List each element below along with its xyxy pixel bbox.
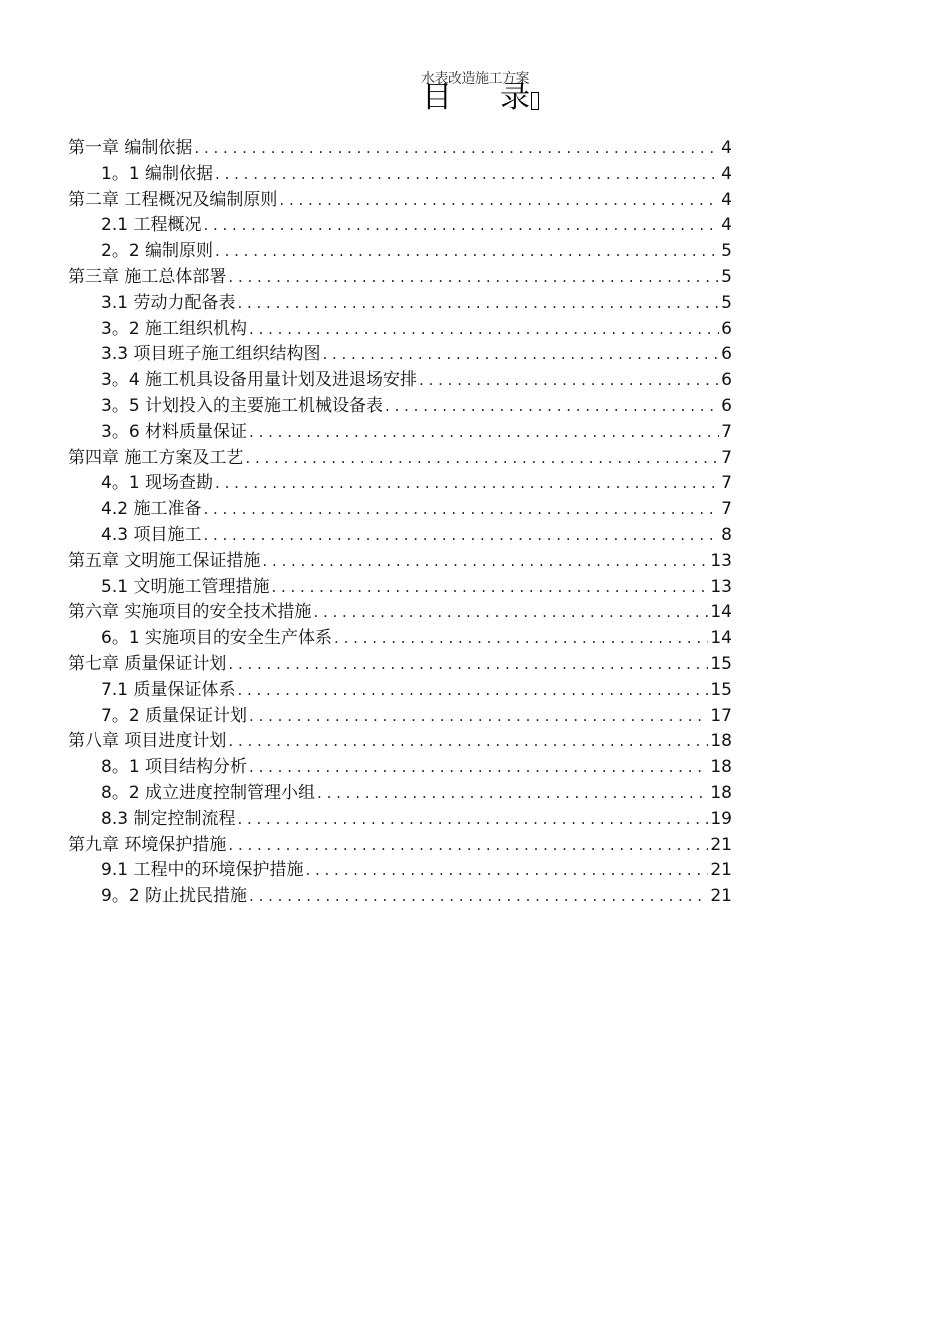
toc-leader-dots (228, 729, 708, 755)
toc-entry-section[interactable] (68, 807, 732, 833)
toc-entry-page-number: 7 (719, 497, 732, 523)
toc-entry-page-number: 5 (719, 265, 732, 291)
toc-entry-label: 第六章 实施项目的安全技术措施 (68, 600, 313, 626)
toc-entry-label: 第七章 质量保证计划 (68, 652, 228, 678)
toc-entry-page-number: 18 (708, 729, 732, 755)
toc-entry-section[interactable] (68, 420, 732, 446)
toc-entry-section[interactable] (68, 884, 732, 910)
toc-entry-page-number: 19 (708, 807, 732, 833)
toc-entry-label: 3。4 施工机具设备用量计划及进退场安排 (101, 368, 419, 394)
toc-leader-dots (203, 523, 719, 549)
toc-entry-label: 8.3 制定控制流程 (101, 807, 237, 833)
toc-entry-label: 3。5 计划投入的主要施工机械设备表 (101, 394, 385, 420)
toc-entry-chapter[interactable] (68, 729, 732, 755)
toc-entry-label: 2.1 工程概况 (101, 213, 203, 239)
toc-entry-page-number: 5 (719, 291, 732, 317)
toc-entry-page-number: 14 (708, 626, 732, 652)
document-title: 水表改造施工方案 (421, 71, 529, 87)
toc-entry-chapter[interactable] (68, 833, 732, 859)
toc-entry-section[interactable] (68, 239, 732, 265)
toc-entry-section[interactable] (68, 162, 732, 188)
toc-entry-page-number: 13 (708, 549, 732, 575)
toc-entry-page-number: 15 (708, 652, 732, 678)
toc-entry-label: 7。2 质量保证计划 (101, 704, 249, 730)
toc-leader-dots (279, 188, 719, 214)
toc-entry-section[interactable] (68, 471, 732, 497)
toc-leader-dots (237, 291, 719, 317)
toc-entry-section[interactable] (68, 213, 732, 239)
toc-entry-section[interactable] (68, 575, 732, 601)
toc-entry-page-number: 5 (719, 239, 732, 265)
toc-leader-dots (194, 136, 719, 162)
toc-leader-dots (385, 394, 719, 420)
toc-entry-page-number: 21 (708, 833, 732, 859)
toc-entry-page-number: 6 (719, 394, 732, 420)
toc-entry-label: 7.1 质量保证体系 (101, 678, 237, 704)
toc-entry-page-number: 4 (719, 162, 732, 188)
toc-entry-chapter[interactable] (68, 652, 732, 678)
toc-entry-page-number: 7 (719, 420, 732, 446)
toc-entry-page-number: 14 (708, 600, 732, 626)
toc-entry-chapter[interactable] (68, 265, 732, 291)
toc-leader-dots (262, 549, 708, 575)
toc-entry-page-number: 4 (719, 213, 732, 239)
toc-entry-page-number: 21 (708, 858, 732, 884)
toc-leader-dots (215, 162, 719, 188)
toc-entry-label: 6。1 实施项目的安全生产体系 (101, 626, 334, 652)
table-of-contents (68, 136, 732, 910)
toc-leader-dots (203, 213, 719, 239)
toc-leader-dots (249, 704, 708, 730)
toc-entry-chapter[interactable] (68, 188, 732, 214)
toc-leader-dots (334, 626, 708, 652)
toc-leader-dots (245, 446, 719, 472)
toc-leader-dots (317, 781, 708, 807)
toc-entry-label: 8。2 成立进度控制管理小组 (101, 781, 317, 807)
toc-entry-section[interactable] (68, 678, 732, 704)
toc-leader-dots (419, 368, 719, 394)
toc-entry-page-number: 18 (708, 781, 732, 807)
toc-entry-label: 9。2 防止扰民措施 (101, 884, 249, 910)
toc-entry-section[interactable] (68, 755, 732, 781)
toc-entry-label: 3.1 劳动力配备表 (101, 291, 237, 317)
toc-leader-dots (203, 497, 719, 523)
toc-entry-page-number: 6 (719, 342, 732, 368)
missing-glyph-icon (531, 92, 539, 110)
toc-entry-label: 2。2 编制原则 (101, 239, 215, 265)
toc-leader-dots (249, 317, 719, 343)
toc-entry-chapter[interactable] (68, 549, 732, 575)
toc-entry-label: 5.1 文明施工管理措施 (101, 575, 271, 601)
toc-entry-page-number: 6 (719, 368, 732, 394)
toc-leader-dots (249, 884, 708, 910)
toc-entry-label: 4.3 项目施工 (101, 523, 203, 549)
toc-entry-chapter[interactable] (68, 446, 732, 472)
toc-entry-section[interactable] (68, 368, 732, 394)
toc-leader-dots (215, 239, 719, 265)
toc-entry-section[interactable] (68, 317, 732, 343)
toc-entry-section[interactable] (68, 781, 732, 807)
toc-entry-label: 4。1 现场查勘 (101, 471, 215, 497)
toc-entry-section[interactable] (68, 523, 732, 549)
toc-entry-section[interactable] (68, 858, 732, 884)
toc-entry-page-number: 6 (719, 317, 732, 343)
toc-leader-dots (322, 342, 719, 368)
toc-entry-label: 第四章 施工方案及工艺 (68, 446, 245, 472)
toc-entry-section[interactable] (68, 626, 732, 652)
toc-entry-section[interactable] (68, 497, 732, 523)
toc-heading-char-1: 目 (422, 80, 452, 115)
toc-leader-dots (228, 652, 708, 678)
toc-entry-page-number: 21 (708, 884, 732, 910)
toc-leader-dots (237, 678, 708, 704)
toc-entry-label: 第二章 工程概况及编制原则 (68, 188, 279, 214)
toc-entry-section[interactable] (68, 394, 732, 420)
toc-entry-page-number: 7 (719, 471, 732, 497)
toc-entry-section[interactable] (68, 291, 732, 317)
toc-entry-label: 1。1 编制依据 (101, 162, 215, 188)
toc-leader-dots (313, 600, 708, 626)
toc-leader-dots (215, 471, 719, 497)
toc-entry-label: 第一章 编制依据 (68, 136, 194, 162)
toc-entry-label: 第五章 文明施工保证措施 (68, 549, 262, 575)
toc-entry-label: 4.2 施工准备 (101, 497, 203, 523)
toc-leader-dots (249, 420, 719, 446)
toc-entry-page-number: 4 (719, 136, 732, 162)
toc-entry-page-number: 8 (719, 523, 732, 549)
toc-entry-label: 第八章 项目进度计划 (68, 729, 228, 755)
toc-leader-dots (271, 575, 708, 601)
toc-entry-page-number: 4 (719, 188, 732, 214)
toc-entry-page-number: 7 (719, 446, 732, 472)
toc-entry-label: 8。1 项目结构分析 (101, 755, 249, 781)
toc-entry-page-number: 13 (708, 575, 732, 601)
toc-entry-label: 3。6 材料质量保证 (101, 420, 249, 446)
toc-leader-dots (237, 807, 708, 833)
toc-entry-page-number: 18 (708, 755, 732, 781)
toc-entry-section[interactable] (68, 704, 732, 730)
toc-entry-label: 9.1 工程中的环境保护措施 (101, 858, 305, 884)
toc-entry-label: 第九章 环境保护措施 (68, 833, 228, 859)
toc-leader-dots (249, 755, 708, 781)
toc-heading-char-2: 录 (500, 80, 530, 115)
toc-entry-chapter[interactable] (68, 136, 732, 162)
toc-entry-page-number: 17 (708, 704, 732, 730)
toc-leader-dots (228, 833, 708, 859)
toc-entry-label: 3.3 项目班子施工组织结构图 (101, 342, 322, 368)
toc-entry-page-number: 15 (708, 678, 732, 704)
toc-leader-dots (228, 265, 719, 291)
toc-leader-dots (305, 858, 708, 884)
toc-entry-chapter[interactable] (68, 600, 732, 626)
toc-entry-section[interactable] (68, 342, 732, 368)
toc-entry-label: 3。2 施工组织机构 (101, 317, 249, 343)
toc-entry-label: 第三章 施工总体部署 (68, 265, 228, 291)
